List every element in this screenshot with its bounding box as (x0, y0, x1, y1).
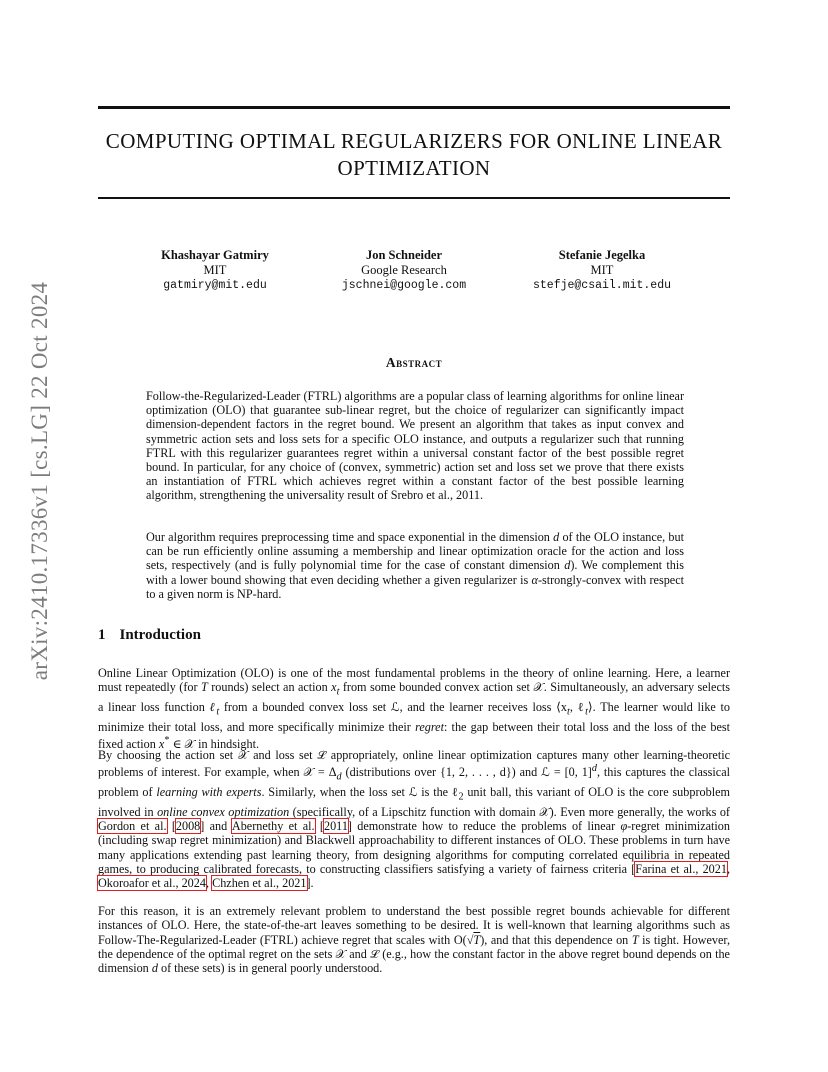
author-block (334, 248, 474, 293)
abstract-paragraph: Our algorithm requires preprocessing time and space exponential in the dimension d of the OLO instance, but can be run efficiently online assuming a membership and linear optimization oracle for the action and loss sets, respectively (and is fully polynomial time for the case of constant dimension d). We complement this with a lower bound showing that even deciding whether a given regularizer is α-strongly-convex with respect to a given norm is NP-hard. (146, 530, 685, 601)
author-affiliation: MIT (590, 263, 614, 277)
abstract-paragraph: Follow-the-Regularized-Leader (FTRL) algorithms are a popular class of learning algorithms for online linear optimization (OLO) that guarantee sub-linear regret, but the choice of regularizer can significantly impact dimension-dependent factors in the regret bound. We present an algorithm that takes as input convex and symmetric action sets and loss sets for a specific OLO instance, and outputs a regularizer such that running FTRL with this regularizer guarantees regret within a universal constant factor of the best possible regret bound. In particular, for any choice of (convex, symmetric) action set and loss set we prove that there exists an instantiation of FTRL which achieves regret within a constant factor of the best possible learning algorithm, strengthening the universality result of Srebro et al., 2011. (146, 389, 684, 503)
citation-link[interactable]: Abernethy et al. (231, 819, 315, 834)
author-block (150, 248, 280, 293)
body-paragraph: By choosing the action set 𝒳 and loss set ℒ appropriately, online linear optimization captures many other learning-theoretic problems of interest. For example, when 𝒳 = $\Delta_d$ (distributions over {1, 2, . . . , d}) and ℒ = [0, 1]$^d$, this captures the classical problem of learning with experts. Similarly, when the loss set ℒ is the ℓ$_2$ unit ball, this variant of OLO is the core subproblem involved in online convex optimization (specifically, of a Lipschitz function with domain 𝒳). Even more generally, the works of Gordon et al. [2008] and Abernethy et al. [2011] demonstrate how to reduce the problems of linear φ-regret minimization (including swap regret minimization) and Blackwell approachability to different instances of OLO. These problems in turn have many applications extending past learning theory, from designing algorithms for computing correlated equilibria in repeated games, to producing calibrated forecasts, to constructing classifiers satisfying a variety of fairness criteria [Farina et al., 2021, Okoroafor et al., 2024, Chzhen et al., 2021]. (98, 748, 730, 891)
author-email: stefje@csail.mit.edu (532, 279, 672, 292)
arxiv-identifier: arXiv:2410.17336v1 [cs.LG] 22 Oct 2024 (27, 281, 52, 681)
author-block (522, 248, 682, 293)
citation-link[interactable]: Farina et al., 2021 (635, 862, 727, 877)
author-affiliation: MIT (203, 263, 227, 277)
author-name: Stefanie Jegelka (558, 248, 646, 262)
author-affiliation: Google Research (361, 263, 447, 277)
citation-link[interactable]: Chzhen et al., 2021 (212, 876, 307, 891)
author-email: jschnei@google.com (341, 279, 467, 292)
citation-link[interactable]: Okoroafor et al., 2024 (98, 876, 206, 891)
title-rule-bottom (98, 197, 730, 199)
abstract-heading: Abstract (385, 355, 443, 370)
body-paragraph: Online Linear Optimization (OLO) is one of the most fundamental problems in the theory of online learning. Here, a learner must repeatedly (for T rounds) select an action $x_t$ from some bounded convex action set 𝒳. Simultaneously, an adversary selects a linear loss function ℓ$_t$ from a bounded convex loss set ℒ, and the learner receives loss $⟨x_t$, ℓ$_t$⟩. The learner would like to minimize their total loss, and more specifically minimize their regret: the gap between their total loss and the loss of the best fixed action x* ∈ 𝒳 in hindsight. (98, 666, 731, 752)
citation-year-link[interactable]: 2008 (175, 819, 201, 834)
paper-title (98, 128, 730, 182)
title-line-2: OPTIMIZATION (337, 156, 491, 180)
citation-link[interactable]: Gordon et al. (98, 819, 167, 834)
author-email: gatmiry@mit.edu (163, 279, 267, 292)
body-paragraph: For this reason, it is an extremely relevant problem to understand the best possible regret bounds achievable for different instances of OLO. Here, the state-of-the-art leaves something to be desired. It is well-known that learning algorithms such as Follow-The-Regularized-Leader (FTRL) achieve regret that scales with O(√T), and that this dependence on T is tight. However, the dependence of the optimal regret on the sets 𝒳 and ℒ (e.g., how the constant factor in the above regret bound depends on the dimension d of these sets) is in general poorly understood. (98, 904, 731, 976)
author-name: Khashayar Gatmiry (161, 248, 269, 262)
citation-year-link[interactable]: 2011 (323, 819, 348, 834)
title-rule-top (98, 106, 730, 109)
author-name: Jon Schneider (365, 248, 443, 262)
title-line-1: COMPUTING OPTIMAL REGULARIZERS FOR ONLINE LINEAR (105, 129, 723, 153)
section-heading: 1 Introduction (98, 627, 201, 643)
